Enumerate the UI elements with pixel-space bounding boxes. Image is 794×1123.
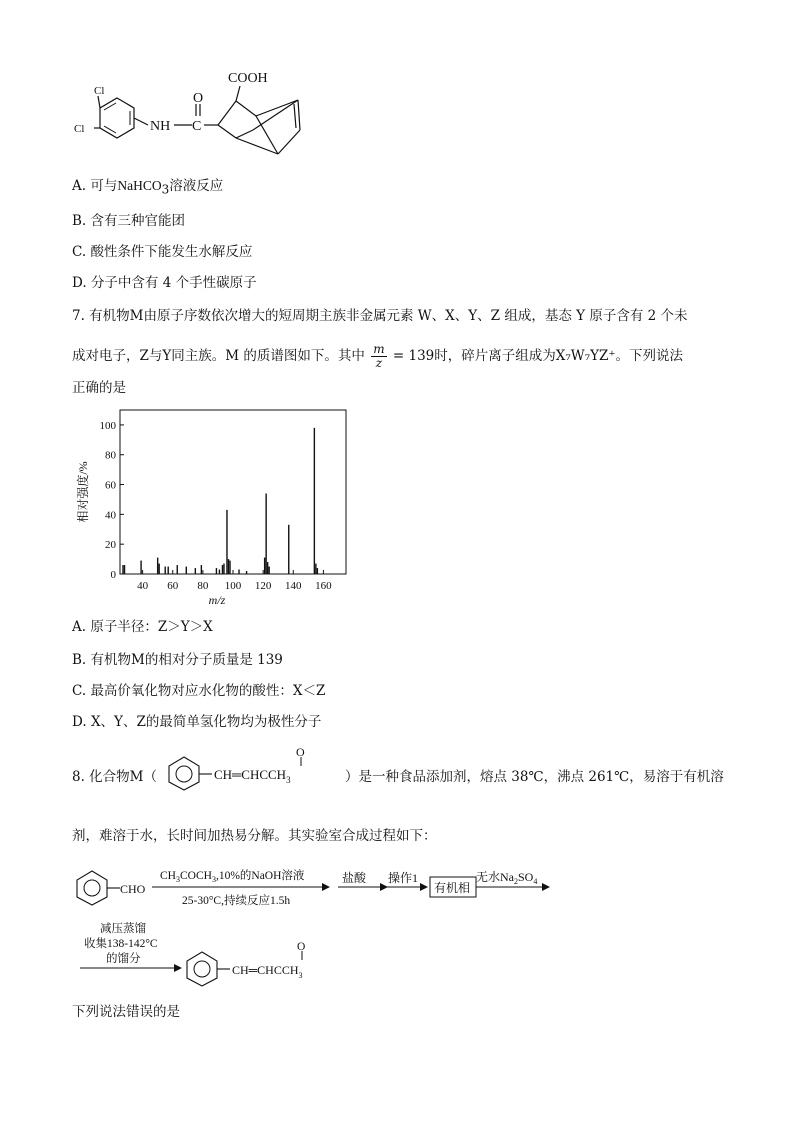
- q8-struct-text: $CH═CHCCH_3$: [214, 767, 291, 785]
- x-tick-label: 60: [167, 580, 179, 592]
- cooh-label: COOH: [228, 71, 268, 86]
- y-tick-label: 20: [105, 539, 116, 552]
- x-tick-label: 160: [315, 580, 332, 592]
- benzene-ring: [77, 871, 107, 905]
- step3-label: 操作1: [388, 871, 419, 885]
- mass-spectrum-chart: [72, 404, 357, 609]
- y-tick-label: 40: [105, 509, 116, 522]
- box-label: 有机相: [434, 881, 471, 895]
- y-tick-label: 100: [99, 419, 116, 432]
- dist-line2: 收集138-142°C: [84, 938, 158, 950]
- q6-structure: [68, 68, 318, 173]
- reagent-bottom: 25-30°C,持续反应1.5h: [182, 895, 291, 907]
- x-tick-label: 120: [254, 580, 272, 592]
- c-label: C: [192, 119, 202, 134]
- q8-intro-suffix: ）是一种食品添加剂，熔点 38℃，沸点 261℃，易溶于有机溶: [345, 769, 724, 785]
- plot-frame: [120, 410, 346, 574]
- reagent-top: $CH_3COCH_3,10\%$的NaOH溶液: [160, 870, 305, 884]
- nh-label: NH: [150, 119, 171, 134]
- carbonyl-o-label: O: [193, 91, 204, 106]
- x-tick-label: 40: [137, 580, 149, 592]
- cl-top-label: Cl: [94, 85, 105, 97]
- q7-option-d: D. X、Y、Z的最简单氢化物均为极性分子: [72, 714, 322, 730]
- q8-inline-structure: [158, 746, 343, 794]
- product-text: $CH═CHCCH_3$: [232, 963, 303, 980]
- q6-option-d: D. 分子中含有 4 个手性碳原子: [72, 275, 257, 291]
- mz-fraction: $\frac{m}{z}$: [373, 342, 385, 370]
- dist-line3: 的馏分: [106, 953, 141, 965]
- x-axis-label: m/z: [208, 593, 226, 607]
- synthesis-scheme: [72, 855, 572, 990]
- x-tick-label: 100: [224, 580, 242, 592]
- q7-option-c: C. 最高价氧化物对应水化物的酸性：X＜Z: [72, 683, 326, 699]
- y-axis-label: 相对强度/%: [76, 461, 90, 523]
- y-tick-label: 60: [105, 479, 116, 492]
- q7-line1: 7. 有机物M由原子序数依次增大的短周期主族非金属元素 W、X、Y、Z 组成，基态 Y 原子含有 2 个未: [72, 308, 688, 324]
- y-tick-label: 80: [105, 449, 116, 462]
- benzene-ring: [169, 757, 199, 790]
- q8-intro-prefix: 8. 化合物M（: [72, 769, 157, 785]
- product-o: O: [297, 941, 306, 953]
- q8-line2: 剂，难溶于水，长时间加热易分解。其实验室合成过程如下：: [72, 828, 437, 844]
- x-tick-label: 140: [285, 580, 302, 592]
- q7-option-a: A. 原子半径：Z＞Y＞X: [72, 619, 213, 635]
- step2-label: 盐酸: [342, 871, 367, 885]
- q7-line3: 正确的是: [72, 380, 126, 396]
- q6-option-a: A. 可与NaHCO$_3$溶液反应: [72, 178, 224, 197]
- q6-option-b: B. 含有三种官能团: [72, 213, 186, 229]
- y-tick-label: 0: [110, 569, 116, 581]
- step4-label: 无水$Na_2SO_4$: [476, 870, 538, 886]
- benzene-ring: [187, 952, 217, 986]
- x-tick-label: 80: [197, 580, 209, 592]
- q7-option-b: B. 有机物M的相对分子质量是 139: [72, 652, 283, 668]
- q7-line2: 成对电子，Z与Y同主族。M 的质谱图如下。其中 $\frac{m}{z}$ = 139时，碎片离子组成为X₇W₇YZ⁺。下列说法: [72, 342, 683, 370]
- fragment-formula: X₇W₇YZ⁺: [555, 348, 616, 364]
- benzene-ring: [100, 98, 134, 138]
- cl-left-label: Cl: [74, 123, 85, 135]
- q6-option-c: C. 酸性条件下能发生水解反应: [72, 244, 253, 260]
- start-cho-label: CHO: [120, 882, 146, 896]
- dist-line1: 减压蒸馏: [100, 923, 146, 935]
- q8-question: 下列说法错误的是: [72, 1004, 180, 1020]
- q8-struct-o: O: [296, 746, 305, 759]
